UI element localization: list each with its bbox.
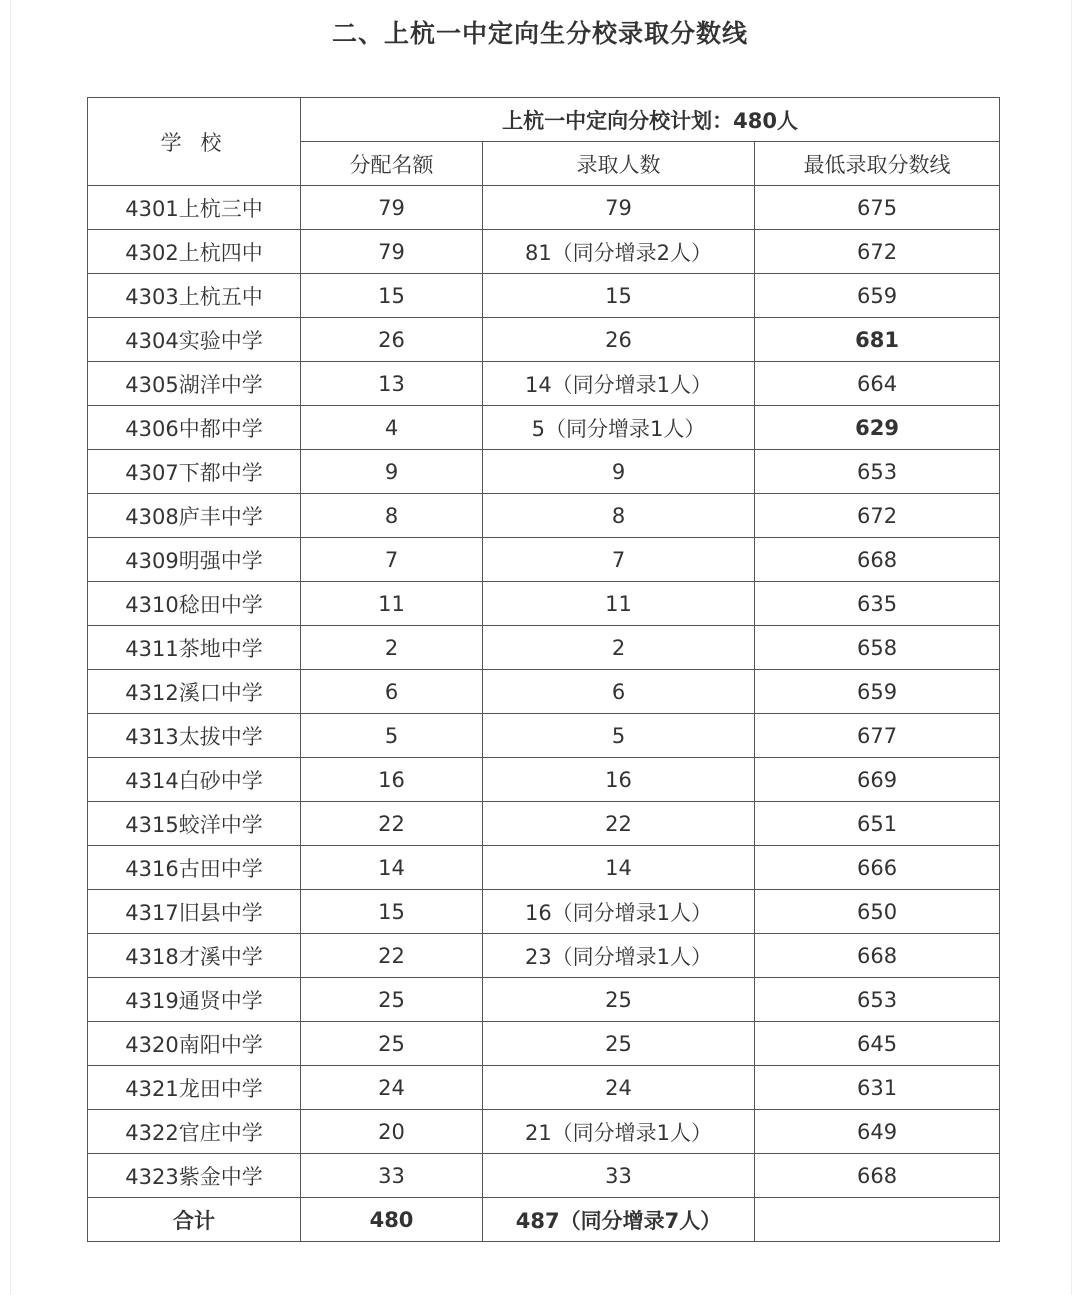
admitted-cell: 79: [483, 186, 755, 230]
admission-score-table: [87, 97, 1000, 1242]
table-row: [88, 670, 1000, 714]
school-cell: 4313太拔中学: [88, 714, 301, 758]
school-cell: 4301上杭三中: [88, 186, 301, 230]
table-row: [88, 406, 1000, 450]
quota-cell: 16: [301, 758, 483, 802]
school-cell: 4318才溪中学: [88, 934, 301, 978]
table-row: [88, 978, 1000, 1022]
admitted-cell: 25: [483, 978, 755, 1022]
min-score-cell: 672: [755, 230, 1000, 274]
quota-cell: 20: [301, 1110, 483, 1154]
min-score-cell: 649: [755, 1110, 1000, 1154]
page-title: 二、上杭一中定向生分校录取分数线: [331, 19, 748, 48]
total-admitted-cell: 487（同分增录7人）: [483, 1198, 755, 1242]
admitted-cell: 16（同分增录1人）: [483, 890, 755, 934]
school-cell: 4306中都中学: [88, 406, 301, 450]
admitted-cell: 5（同分增录1人）: [483, 406, 755, 450]
table-row: [88, 494, 1000, 538]
min-score-cell: 631: [755, 1066, 1000, 1110]
min-score-cell: 669: [755, 758, 1000, 802]
table-row: [88, 1154, 1000, 1198]
admitted-cell: 11: [483, 582, 755, 626]
school-cell: 4312溪口中学: [88, 670, 301, 714]
school-cell: 4308庐丰中学: [88, 494, 301, 538]
school-cell: 4321龙田中学: [88, 1066, 301, 1110]
min-score-cell: 675: [755, 186, 1000, 230]
table-row: [88, 758, 1000, 802]
quota-cell: 22: [301, 934, 483, 978]
table-row: [88, 538, 1000, 582]
header-school: 学 校: [88, 98, 301, 186]
quota-cell: 25: [301, 1022, 483, 1066]
admitted-cell: 8: [483, 494, 755, 538]
admitted-cell: 9: [483, 450, 755, 494]
quota-cell: 9: [301, 450, 483, 494]
school-cell: 4304实验中学: [88, 318, 301, 362]
school-cell: 4315蛟洋中学: [88, 802, 301, 846]
quota-cell: 22: [301, 802, 483, 846]
total-label-cell: 合计: [88, 1198, 301, 1242]
quota-cell: 26: [301, 318, 483, 362]
min-score-cell: 645: [755, 1022, 1000, 1066]
min-score-cell: 650: [755, 890, 1000, 934]
quota-cell: 13: [301, 362, 483, 406]
school-cell: 4316古田中学: [88, 846, 301, 890]
admitted-cell: 6: [483, 670, 755, 714]
table-row: [88, 626, 1000, 670]
quota-cell: 4: [301, 406, 483, 450]
school-cell: 4309明强中学: [88, 538, 301, 582]
school-cell: 4307下都中学: [88, 450, 301, 494]
table-row: [88, 1110, 1000, 1154]
min-score-cell: 672: [755, 494, 1000, 538]
min-score-cell: 651: [755, 802, 1000, 846]
quota-cell: 5: [301, 714, 483, 758]
quota-cell: 14: [301, 846, 483, 890]
min-score-cell: 666: [755, 846, 1000, 890]
table-row: [88, 1022, 1000, 1066]
school-cell: 4314白砂中学: [88, 758, 301, 802]
quota-cell: 24: [301, 1066, 483, 1110]
quota-cell: 33: [301, 1154, 483, 1198]
quota-cell: 6: [301, 670, 483, 714]
table-header-row-1: [88, 98, 1000, 142]
header-admitted: 录取人数: [483, 142, 755, 186]
min-score-cell: 653: [755, 978, 1000, 1022]
admitted-cell: 14（同分增录1人）: [483, 362, 755, 406]
quota-cell: 8: [301, 494, 483, 538]
school-cell: 4320南阳中学: [88, 1022, 301, 1066]
min-score-cell: 681: [755, 318, 1000, 362]
school-cell: 4322官庄中学: [88, 1110, 301, 1154]
total-row: [88, 1198, 1000, 1242]
school-cell: 4305湖洋中学: [88, 362, 301, 406]
school-cell: 4317旧县中学: [88, 890, 301, 934]
header-min-score: 最低录取分数线: [755, 142, 1000, 186]
quota-cell: 15: [301, 274, 483, 318]
min-score-cell: 658: [755, 626, 1000, 670]
admitted-cell: 81（同分增录2人）: [483, 230, 755, 274]
admitted-cell: 14: [483, 846, 755, 890]
quota-cell: 7: [301, 538, 483, 582]
total-min-score-cell: [755, 1198, 1000, 1242]
admitted-cell: 5: [483, 714, 755, 758]
quota-cell: 79: [301, 186, 483, 230]
school-cell: 4302上杭四中: [88, 230, 301, 274]
table-row: [88, 1066, 1000, 1110]
header-quota: 分配名额: [301, 142, 483, 186]
quota-cell: 15: [301, 890, 483, 934]
table-row: [88, 274, 1000, 318]
table-row: [88, 582, 1000, 626]
admitted-cell: 2: [483, 626, 755, 670]
admitted-cell: 25: [483, 1022, 755, 1066]
table-row: [88, 230, 1000, 274]
school-cell: 4323紫金中学: [88, 1154, 301, 1198]
min-score-cell: 664: [755, 362, 1000, 406]
min-score-cell: 677: [755, 714, 1000, 758]
min-score-cell: 668: [755, 934, 1000, 978]
school-cell: 4319通贤中学: [88, 978, 301, 1022]
min-score-cell: 659: [755, 670, 1000, 714]
table-row: [88, 186, 1000, 230]
table-row: [88, 450, 1000, 494]
table-row: [88, 934, 1000, 978]
admitted-cell: 24: [483, 1066, 755, 1110]
admitted-cell: 7: [483, 538, 755, 582]
school-cell: 4303上杭五中: [88, 274, 301, 318]
table-row: [88, 714, 1000, 758]
min-score-cell: 629: [755, 406, 1000, 450]
min-score-cell: 668: [755, 1154, 1000, 1198]
admitted-cell: 21（同分增录1人）: [483, 1110, 755, 1154]
table-row: [88, 802, 1000, 846]
header-plan: 上杭一中定向分校计划：480人: [301, 98, 1000, 142]
school-cell: 4310稔田中学: [88, 582, 301, 626]
min-score-cell: 659: [755, 274, 1000, 318]
table-row: [88, 362, 1000, 406]
quota-cell: 11: [301, 582, 483, 626]
quota-cell: 79: [301, 230, 483, 274]
table-row: [88, 318, 1000, 362]
quota-cell: 25: [301, 978, 483, 1022]
table-row: [88, 846, 1000, 890]
admitted-cell: 23（同分增录1人）: [483, 934, 755, 978]
quota-cell: 2: [301, 626, 483, 670]
admitted-cell: 22: [483, 802, 755, 846]
min-score-cell: 653: [755, 450, 1000, 494]
admitted-cell: 26: [483, 318, 755, 362]
admitted-cell: 16: [483, 758, 755, 802]
school-cell: 4311茶地中学: [88, 626, 301, 670]
total-quota-cell: 480: [301, 1198, 483, 1242]
admitted-cell: 33: [483, 1154, 755, 1198]
admitted-cell: 15: [483, 274, 755, 318]
min-score-cell: 668: [755, 538, 1000, 582]
min-score-cell: 635: [755, 582, 1000, 626]
table-row: [88, 890, 1000, 934]
